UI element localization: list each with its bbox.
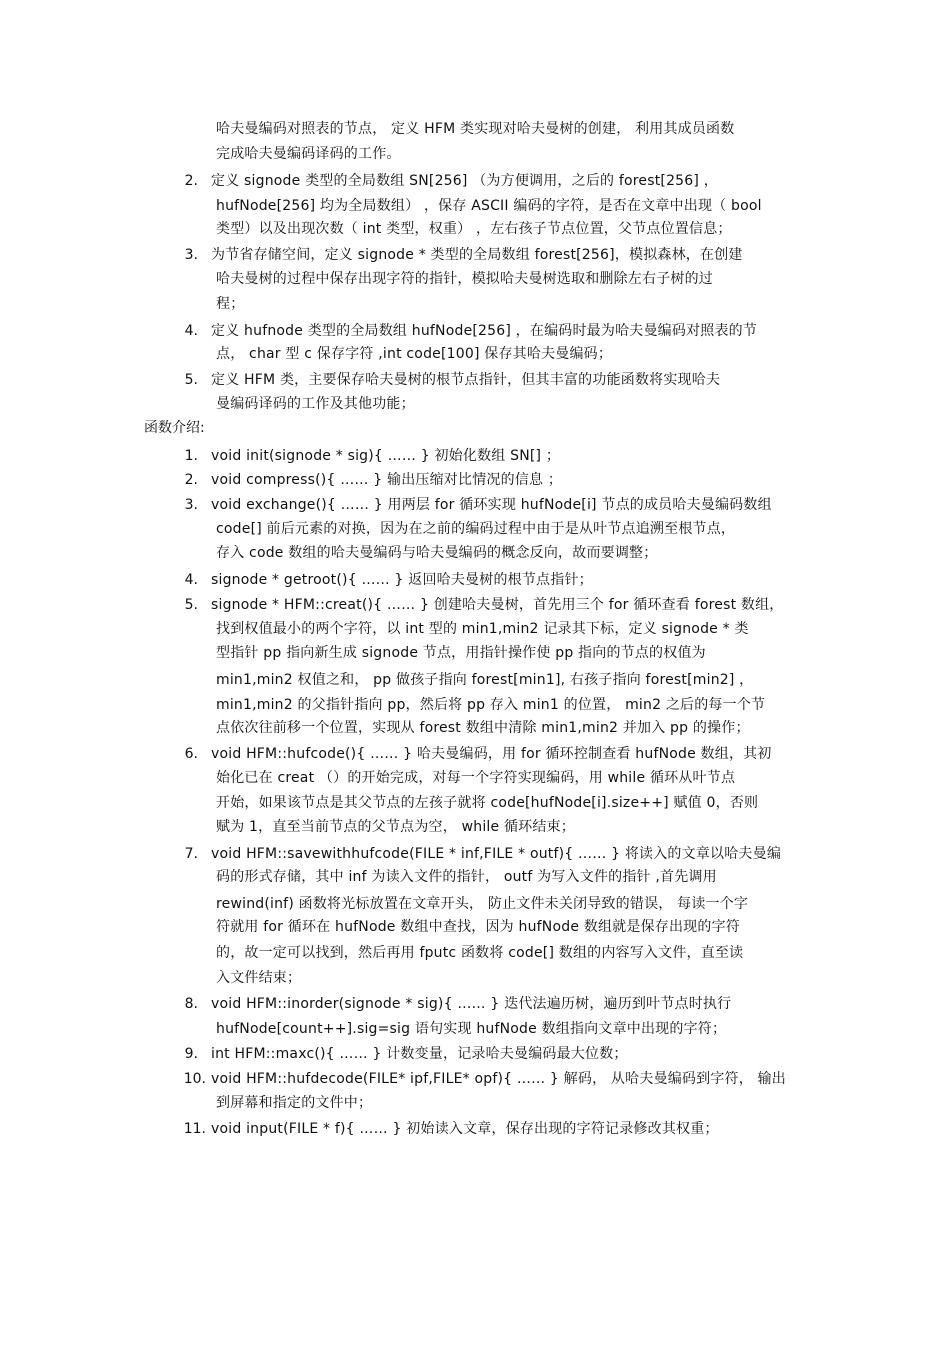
item-number: 11.: [183, 1121, 206, 1137]
item-line: void input(FILE * f){ …… } 初始读入文章，保存出现的字符记录修改其权重；: [211, 1121, 719, 1137]
item-line: min1,min2 的父指针指向 pp，然后将 pp 存入 min1 的位置， min2 之后的每一个节: [216, 697, 766, 713]
item-line: 码的形式存储，其中 inf 为读入文件的指针， outf 为写入文件的指针 ,首先调用: [216, 869, 717, 885]
item-line: 定义 HFM 类，主要保存哈夫曼树的根节点指针，但其丰富的功能函数将实现哈夫: [211, 372, 721, 388]
item-line: 点， char 型 c 保存字符 ,int code[100] 保存其哈夫曼编码；: [216, 346, 613, 362]
item-line: int HFM::maxc(){ …… } 计数变量，记录哈夫曼编码最大位数；: [211, 1046, 628, 1062]
item-line: 入文件结束；: [216, 970, 302, 986]
item-line: hufNode[count++].sig=sig 语句实现 hufNode 数组指向文章中出现的字符；: [216, 1021, 727, 1037]
item-number: 2.: [184, 472, 198, 488]
item-line: void HFM::inorder(signode * sig){ …… } 迭代法遍历树，遍历到叶节点时执行: [211, 996, 732, 1012]
item-line: 型指针 pp 指向新生成 signode 节点，用指针操作使 pp 指向的节点的权值为: [216, 645, 706, 661]
item-line: 的，故一定可以找到，然后再用 fputc 函数将 code[] 数组的内容写入文件，直至读: [216, 945, 744, 961]
item-line: void compress(){ …… } 输出压缩对比情况的信息 ；: [211, 472, 563, 488]
intro-line-2: 完成哈夫曼编码译码的工作。: [216, 146, 401, 162]
item-line: void exchange(){ …… } 用两层 for 循环实现 hufNode[i] 节点的成员哈夫曼编码数组: [211, 497, 772, 513]
item-line: 为节省存储空间，定义 signode * 类型的全局数组 forest[256]，模拟森林，在创建: [211, 247, 743, 263]
item-line: 符就用 for 循环在 hufNode 数组中查找，因为 hufNode 数组就是保存出现的字符: [216, 919, 740, 935]
item-line: 曼编码译码的工作及其他功能；: [216, 396, 415, 412]
item-number: 4.: [184, 323, 198, 339]
item-line: min1,min2 权值之和， pp 做孩子指向 forest[min1], 右孩子指向 forest[min2] ，: [216, 672, 754, 688]
item-line: 定义 hufnode 类型的全局数组 hufNode[256] ，在编码时最为哈夫曼编码对照表的节: [211, 323, 758, 339]
item-line: 定义 signode 类型的全局数组 SN[256] （为方便调用，之后的 forest[256] ，: [211, 173, 718, 189]
item-number: 5.: [184, 597, 198, 613]
item-number: 7.: [184, 846, 198, 862]
item-line: void HFM::hufdecode(FILE* ipf,FILE* opf){ …… } 解码， 从哈夫曼编码到字符， 输出: [211, 1071, 786, 1087]
item-number: 10.: [183, 1071, 206, 1087]
item-line: rewind(inf) 函数将光标放置在文章开头， 防止文件未关闭导致的错误， 每读一个字: [216, 896, 749, 912]
item-line: 始化已在 creat （）的开始完成，对每一个字符实现编码，用 while 循环从叶节点: [216, 770, 736, 786]
item-number: 3.: [184, 247, 198, 263]
item-number: 8.: [184, 996, 198, 1012]
item-number: 2.: [184, 173, 198, 189]
item-number: 5.: [184, 372, 198, 388]
item-line: void HFM::hufcode(){ …… } 哈夫曼编码，用 for 循环控制查看 hufNode 数组，其初: [211, 746, 772, 762]
item-line: 找到权值最小的两个字符，以 int 型的 min1,min2 记录其下标，定义 signode * 类: [216, 621, 749, 637]
item-line: 类型）以及出现次数（ int 类型，权重） ，左右孩子节点位置，父节点位置信息；: [216, 221, 732, 237]
item-number: 6.: [184, 746, 198, 762]
item-line: void HFM::savewithhufcode(FILE * inf,FILE * outf){ …… } 将读入的文章以哈夫曼编: [211, 846, 782, 862]
item-number: 9.: [184, 1046, 198, 1062]
item-line: 到屏幕和指定的文件中；: [216, 1095, 373, 1111]
item-line: signode * getroot(){ …… } 返回哈夫曼树的根节点指针；: [211, 572, 593, 588]
functions-heading: 函数介绍:: [144, 420, 205, 436]
item-line: 存入 code 数组的哈夫曼编码与哈夫曼编码的概念反向，故而要调整；: [216, 545, 658, 561]
item-number: 4.: [184, 572, 198, 588]
item-line: code[] 前后元素的对换，因为在之前的编码过程中由于是从叶节点追溯至根节点，: [216, 521, 736, 537]
item-line: 赋为 1，直至当前节点的父节点为空， while 循环结束；: [216, 819, 575, 835]
item-number: 1.: [184, 448, 198, 464]
intro-line-1: 哈夫曼编码对照表的节点， 定义 HFM 类实现对哈夫曼树的创建， 利用其成员函数: [216, 121, 735, 137]
item-number: 3.: [184, 497, 198, 513]
item-line: signode * HFM::creat(){ …… } 创建哈夫曼树，首先用三个 for 循环查看 forest 数组，: [211, 597, 784, 613]
item-line: 哈夫曼树的过程中保存出现字符的指针，模拟哈夫曼树选取和删除左右子树的过: [216, 271, 713, 287]
item-line: hufNode[256] 均为全局数组） ，保存 ASCII 编码的字符，是否在文章中出现（ bool: [216, 198, 762, 214]
item-line: 开始，如果该节点是其父节点的左孩子就将 code[hufNode[i].size++] 赋值 0，否则: [216, 795, 759, 811]
item-line: 程；: [216, 296, 245, 312]
item-line: void init(signode * sig){ …… } 初始化数组 SN[] ；: [211, 448, 561, 464]
item-line: 点依次往前移一个位置，实现从 forest 数组中清除 min1,min2 并加入 pp 的操作；: [216, 720, 750, 736]
